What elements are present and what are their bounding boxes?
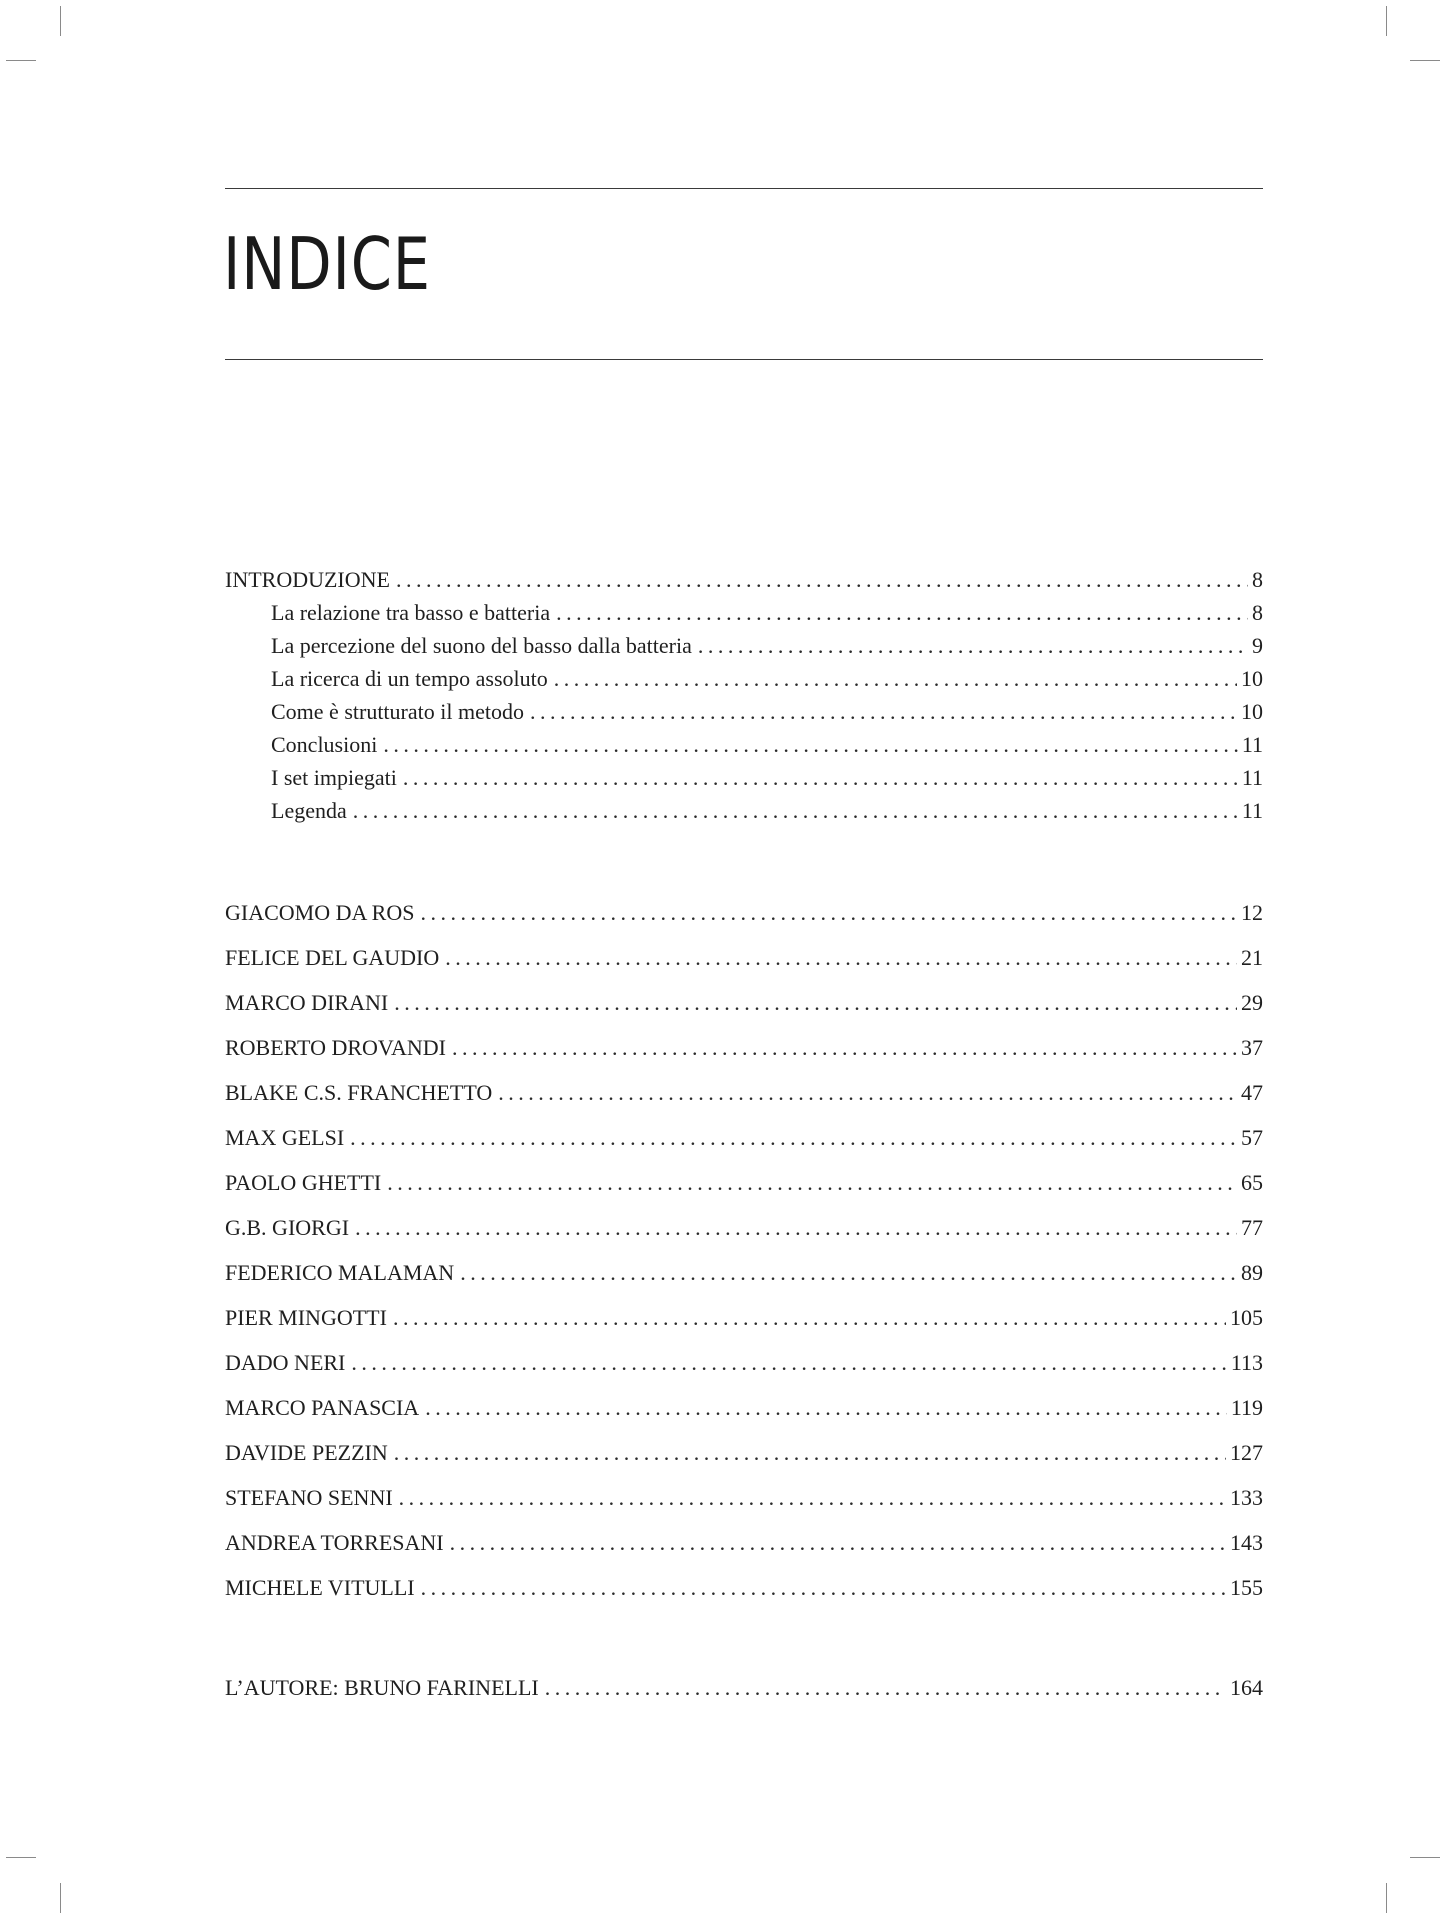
crop-mark — [1386, 6, 1387, 36]
crop-mark — [60, 6, 61, 36]
toc-leader-dots — [445, 943, 1237, 973]
toc-label: DADO NERI — [225, 1350, 346, 1375]
toc-leader-dots — [556, 598, 1248, 628]
top-rule — [225, 188, 1263, 189]
toc-leader-dots — [450, 1528, 1226, 1558]
toc-subentry — [271, 763, 1263, 793]
toc-page-number: 10 — [1241, 666, 1263, 691]
toc-entry-artist — [225, 1393, 1263, 1423]
toc-label: GIACOMO DA ROS — [225, 900, 415, 925]
toc-leader-dots — [545, 1673, 1226, 1703]
toc-leader-dots — [387, 1168, 1237, 1198]
toc-entry-artist — [225, 1033, 1263, 1063]
toc-page-number: 105 — [1230, 1305, 1263, 1330]
toc-page-number: 29 — [1241, 990, 1263, 1015]
toc-subentry — [271, 631, 1263, 661]
toc-label: La relazione tra basso e batteria — [271, 600, 551, 625]
toc-page-number: 133 — [1230, 1485, 1263, 1510]
toc-label: La percezione del suono del basso dalla batteria — [271, 633, 692, 658]
toc-leader-dots — [399, 1483, 1226, 1513]
crop-mark — [1386, 1883, 1387, 1913]
toc-entry-author — [225, 1673, 1263, 1703]
toc-page-number: 11 — [1241, 765, 1263, 790]
toc-label: Legenda — [271, 798, 347, 823]
toc-page-number: 37 — [1241, 1035, 1263, 1060]
toc-subentry — [271, 697, 1263, 727]
toc-leader-dots — [698, 631, 1248, 661]
toc-label: I set impiegati — [271, 765, 397, 790]
toc-entry-artist — [225, 1348, 1263, 1378]
toc-page-number: 8 — [1252, 600, 1263, 625]
toc-page-number: 21 — [1241, 945, 1263, 970]
toc-leader-dots — [394, 988, 1237, 1018]
toc-page-number: 57 — [1241, 1125, 1263, 1150]
toc-label: La ricerca di un tempo assoluto — [271, 666, 548, 691]
toc-leader-dots — [420, 898, 1237, 928]
toc-label: ROBERTO DROVANDI — [225, 1035, 446, 1060]
toc-entry-artist — [225, 1303, 1263, 1333]
toc-leader-dots — [396, 565, 1248, 595]
toc-label: Come è strutturato il metodo — [271, 699, 524, 724]
toc-leader-dots — [554, 664, 1237, 694]
toc-entry-artist — [225, 1168, 1263, 1198]
toc-entry-artist — [225, 898, 1263, 928]
crop-mark — [6, 1857, 36, 1858]
toc-subentry — [271, 598, 1263, 628]
toc-page-number: 12 — [1241, 900, 1263, 925]
crop-mark — [1410, 1857, 1440, 1858]
toc-subentry — [271, 730, 1263, 760]
toc-leader-dots — [421, 1573, 1226, 1603]
toc-label: G.B. GIORGI — [225, 1215, 350, 1240]
toc-label: INTRODUZIONE — [225, 567, 390, 592]
toc-label: FEDERICO MALAMAN — [225, 1260, 455, 1285]
toc-leader-dots — [498, 1078, 1237, 1108]
toc-page-number: 119 — [1230, 1395, 1263, 1420]
toc-label: DAVIDE PEZZIN — [225, 1440, 388, 1465]
toc-leader-dots — [394, 1438, 1226, 1468]
toc-leader-dots — [460, 1258, 1237, 1288]
toc-page-number: 113 — [1230, 1350, 1263, 1375]
toc-label: MAX GELSI — [225, 1125, 345, 1150]
toc-label: BLAKE C.S. FRANCHETTO — [225, 1080, 493, 1105]
toc-label: MARCO DIRANI — [225, 990, 389, 1015]
toc-subentry — [271, 664, 1263, 694]
toc-label: ANDREA TORRESANI — [225, 1530, 444, 1555]
toc-label: L’AUTORE: BRUNO FARINELLI — [225, 1675, 539, 1700]
toc-page-number: 127 — [1230, 1440, 1263, 1465]
toc-page-number: 143 — [1230, 1530, 1263, 1555]
toc-label: FELICE DEL GAUDIO — [225, 945, 440, 970]
toc-label: Conclusioni — [271, 732, 378, 757]
toc-page-number: 11 — [1241, 732, 1263, 757]
toc-entry-artist — [225, 1483, 1263, 1513]
toc-page-number: 11 — [1241, 798, 1263, 823]
toc-label: MARCO PANASCIA — [225, 1395, 420, 1420]
toc-entry-artist — [225, 1213, 1263, 1243]
toc-entry-artist — [225, 1438, 1263, 1468]
toc-label: PAOLO GHETTI — [225, 1170, 382, 1195]
toc-leader-dots — [530, 697, 1237, 727]
crop-mark — [60, 1883, 61, 1913]
toc-label: STEFANO SENNI — [225, 1485, 393, 1510]
toc-page-number: 77 — [1241, 1215, 1263, 1240]
crop-mark — [6, 60, 36, 61]
toc-page-number: 47 — [1241, 1080, 1263, 1105]
toc-label: MICHELE VITULLI — [225, 1575, 415, 1600]
toc-leader-dots — [452, 1033, 1237, 1063]
toc-entry-artist — [225, 943, 1263, 973]
toc-page-number: 155 — [1230, 1575, 1263, 1600]
toc-leader-dots — [425, 1393, 1227, 1423]
toc-page-number: 9 — [1252, 633, 1263, 658]
toc-entry-artist — [225, 1573, 1263, 1603]
crop-mark — [1410, 60, 1440, 61]
toc-page-number: 164 — [1230, 1675, 1263, 1700]
toc-leader-dots — [403, 763, 1238, 793]
toc-entry-introduction — [225, 565, 1263, 595]
toc-entry-artist — [225, 988, 1263, 1018]
toc-entry-artist — [225, 1528, 1263, 1558]
toc-page-number: 65 — [1241, 1170, 1263, 1195]
toc-leader-dots — [383, 730, 1237, 760]
toc-entry-artist — [225, 1258, 1263, 1288]
toc-leader-dots — [393, 1303, 1226, 1333]
toc-entry-artist — [225, 1078, 1263, 1108]
toc-leader-dots — [350, 1123, 1237, 1153]
toc-leader-dots — [355, 1213, 1237, 1243]
toc-leader-dots — [351, 1348, 1226, 1378]
toc-entry-artist — [225, 1123, 1263, 1153]
toc-page-number: 89 — [1241, 1260, 1263, 1285]
toc-page-number: 10 — [1241, 699, 1263, 724]
toc-subentry — [271, 796, 1263, 826]
toc-page-number: 8 — [1252, 567, 1263, 592]
page-title: INDICE — [223, 222, 431, 306]
toc-label: PIER MINGOTTI — [225, 1305, 387, 1330]
toc-leader-dots — [353, 796, 1238, 826]
title-bottom-rule — [225, 359, 1263, 360]
